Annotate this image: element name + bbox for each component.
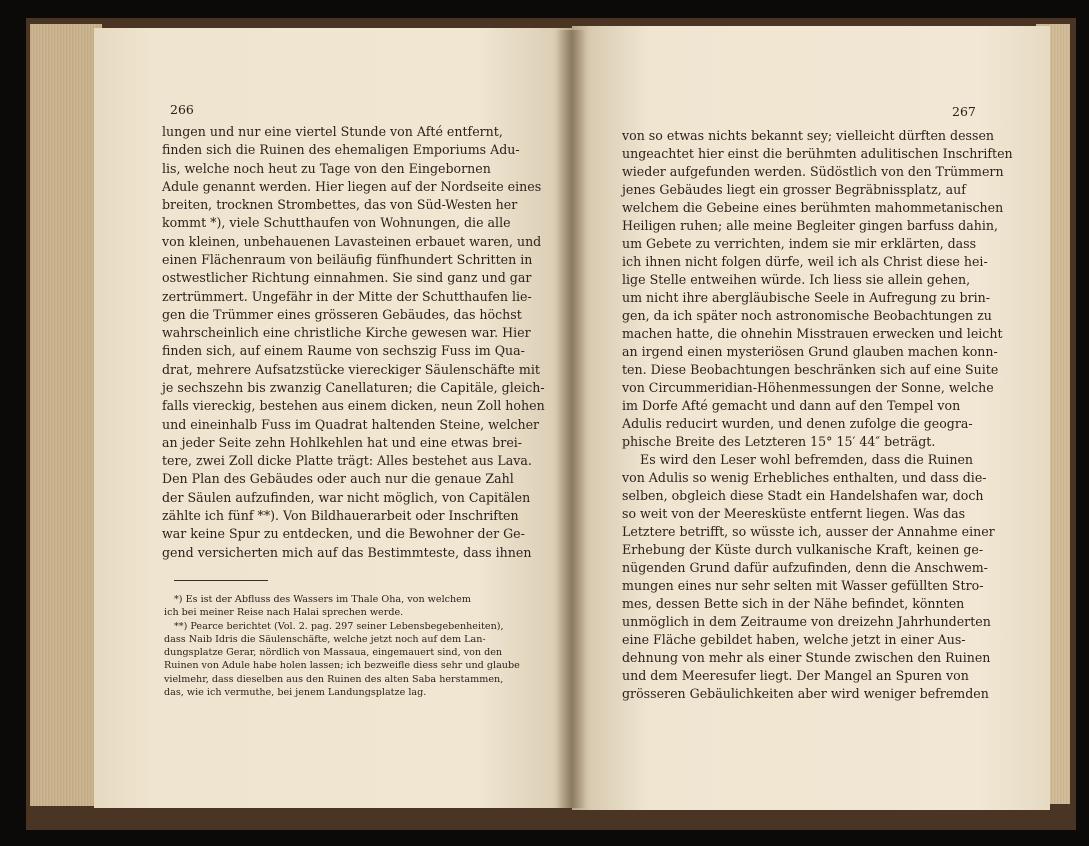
left-line: Den Plan des Gebäudes oder auch nur die genaue Zahl (162, 471, 514, 486)
right-line: mungen eines nur sehr selten mit Wasser gefüllten Stro- (622, 578, 984, 593)
footnote-line: **) Pearce berichtet (Vol. 2. pag. 297 seiner Lebensbegebenheiten), (174, 621, 504, 632)
right-line: Erhebung der Küste durch vulkanische Kraft, keinen ge- (622, 542, 984, 557)
left-line: an jeder Seite zehn Hohlkehlen hat und eine etwas brei- (162, 435, 523, 450)
left-line: je sechszehn bis zwanzig Canellaturen; die Capitäle, gleich- (162, 380, 545, 395)
left-line: lungen und nur eine viertel Stunde von Afté entfernt, (162, 124, 503, 139)
left-line: zählte ich fünf **). Von Bildhauerarbeit oder Inschriften (162, 508, 519, 523)
right-line: lige Stelle entweihen würde. Ich liess sie allein gehen, (622, 272, 971, 287)
right-line: von Circummeridian-Höhenmessungen der Sonne, welche (622, 380, 994, 395)
footnote-line: das, wie ich vermuthe, bei jenem Landungsplatze lag. (164, 687, 427, 698)
left-page-number: 266 (170, 102, 194, 117)
right-line: Letztere betrifft, so wüsste ich, ausser der Annahme einer (622, 524, 995, 539)
right-line: um Gebete zu verrichten, indem sie mir erklärten, dass (622, 236, 977, 251)
right-line: dehnung von mehr als einer Stunde zwischen den Ruinen (622, 650, 991, 665)
right-line: eine Fläche gebildet haben, welche jetzt in einer Aus- (622, 632, 966, 647)
right-line: selben, obgleich diese Stadt ein Handelshafen war, doch (622, 488, 984, 503)
left-line: von kleinen, unbehauenen Lavasteinen erbauet waren, und (162, 234, 542, 249)
right-line: um nicht ihre abergläubische Seele in Aufregung zu brin- (622, 290, 991, 305)
right-line: phische Breite des Letzteren 15° 15′ 44″ beträgt. (622, 434, 936, 449)
left-line: finden sich die Ruinen des ehemaligen Emporiums Adu- (162, 142, 520, 157)
left-line: gen die Trümmer eines grösseren Gebäudes, das höchst (162, 307, 522, 322)
right-line: jenes Gebäudes liegt ein grosser Begräbnissplatz, auf (622, 182, 966, 197)
left-line: drat, mehrere Aufsatzstücke viereckiger Säulenschäfte mit (162, 362, 540, 377)
left-line: gend versicherten mich auf das Bestimmteste, dass ihnen (162, 545, 532, 560)
right-page (572, 26, 1050, 810)
right-line: welchem die Gebeine eines berühmten mahommetanischen (622, 200, 1004, 215)
right-line: ungeachtet hier einst die berühmten adulitischen Inschriften (622, 146, 1013, 161)
right-line: Es wird den Leser wohl befremden, dass die Ruinen (640, 452, 974, 467)
footnote-line: vielmehr, dass dieselben aus den Ruinen des alten Saba herstammen, (164, 674, 504, 685)
footnote-line: dungsplatze Gerar, nördlich von Massaua, eingemauert sind, von den (164, 647, 503, 658)
right-line: Heiligen ruhen; alle meine Begleiter gingen barfuss dahin, (622, 218, 998, 233)
right-line: grösseren Gebäulichkeiten aber wird weniger befremden (622, 686, 989, 701)
right-line: wieder aufgefunden werden. Südöstlich von den Trümmern (622, 164, 1004, 179)
right-line: nügenden Grund dafür aufzufinden, denn die Anschwem- (622, 560, 988, 575)
left-line: war keine Spur zu entdecken, und die Bewohner der Ge- (162, 526, 525, 541)
right-line: an irgend einen mysteriösen Grund glauben machen konn- (622, 344, 998, 359)
right-line: ten. Diese Beobachtungen beschränken sich auf eine Suite (622, 362, 999, 377)
right-line: Adulis reducirt wurden, und denen zufolge die geogra- (622, 416, 973, 431)
left-page-edges (30, 24, 102, 806)
left-line: zertrümmert. Ungefähr in der Mitte der Schutthaufen lie- (162, 289, 532, 304)
left-line: ostwestlicher Richtung einnahmen. Sie sind ganz und gar (162, 270, 532, 285)
left-line: breiten, trocknen Strombettes, das von Süd-Westen her (162, 197, 518, 212)
right-line: mes, dessen Bette sich in der Nähe befindet, könnten (622, 596, 965, 611)
footnote-line: ich bei meiner Reise nach Halai sprechen werde. (164, 607, 404, 618)
left-line: tere, zwei Zoll dicke Platte trägt: Alles bestehet aus Lava. (162, 453, 532, 468)
left-line: kommt *), viele Schutthaufen von Wohnungen, die alle (162, 215, 511, 230)
left-line: einen Flächenraum von beiläufig fünfhundert Schritten in (162, 252, 533, 267)
left-line: wahrscheinlich eine christliche Kirche gewesen war. Hier (162, 325, 531, 340)
left-line: Adule genannt werden. Hier liegen auf der Nordseite eines (162, 179, 542, 194)
right-line: von Adulis so wenig Erhebliches enthalten, und dass die- (622, 470, 987, 485)
right-line: unmöglich in dem Zeitraume von dreizehn Jahrhunderten (622, 614, 991, 629)
left-line: und eineinhalb Fuss im Quadrat haltenden Steine, welcher (162, 417, 540, 432)
book-gutter (556, 30, 586, 808)
right-line: so weit von der Meeresküste entfernt liegen. Was das (622, 506, 966, 521)
right-line: im Dorfe Afté gemacht und dann auf den Tempel von (622, 398, 961, 413)
left-line: lis, welche noch heut zu Tage von den Eingebornen (162, 161, 491, 176)
footnote-line: *) Es ist der Abfluss des Wassers im Thale Oha, von welchem (174, 594, 471, 605)
right-line: und dem Meeresufer liegt. Der Mangel an Spuren von (622, 668, 969, 683)
right-page-number: 267 (952, 104, 976, 119)
footnote-rule (174, 580, 268, 581)
right-line: ich ihnen nicht folgen dürfe, weil ich als Christ diese hei- (622, 254, 988, 269)
left-page (94, 28, 572, 808)
left-line: falls viereckig, bestehen aus einem dicken, neun Zoll hohen (162, 398, 545, 413)
footnote-line: Ruinen von Adule habe holen lassen; ich bezweifle diess sehr und glaube (164, 660, 520, 671)
left-line: der Säulen aufzufinden, war nicht möglich, von Capitälen (162, 490, 531, 505)
left-line: finden sich, auf einem Raume von sechszig Fuss im Qua- (162, 343, 525, 358)
footnote-line: dass Naib Idris die Säulenschäfte, welche jetzt noch auf dem Lan- (164, 634, 486, 645)
right-line: gen, da ich später noch astronomische Beobachtungen zu (622, 308, 992, 323)
right-line: machen hatte, die ohnehin Misstrauen erwecken und leicht (622, 326, 1003, 341)
right-line: von so etwas nichts bekannt sey; vielleicht dürften dessen (622, 128, 995, 143)
